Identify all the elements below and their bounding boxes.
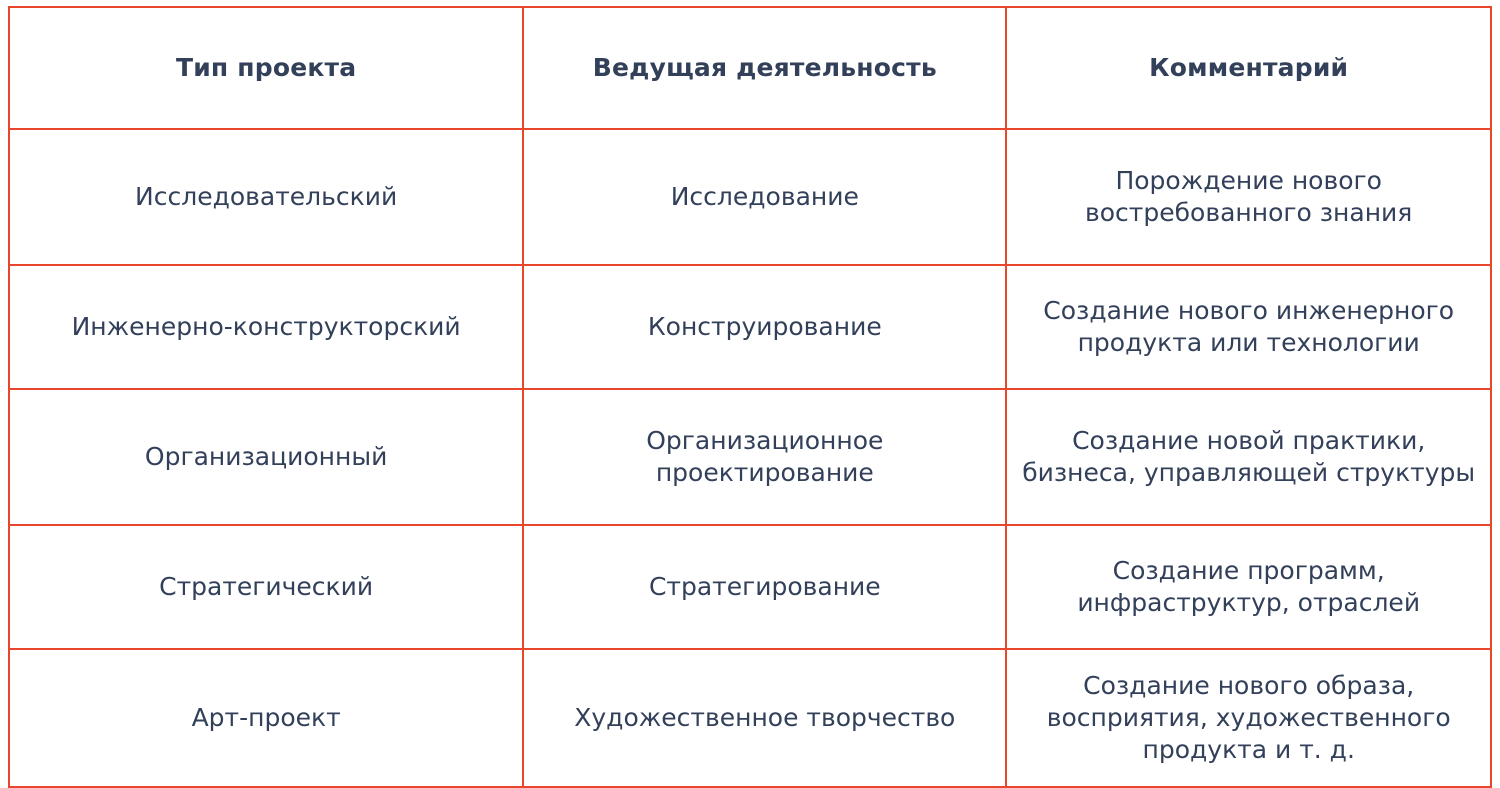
cell-comment bbox=[1006, 649, 1491, 787]
table-row bbox=[9, 265, 1491, 389]
table-header-row bbox=[9, 7, 1491, 129]
table-row bbox=[9, 389, 1491, 525]
cell-text: Создание новой практики, бизнеса, управляющей структуры bbox=[1022, 426, 1476, 487]
cell-text: Организационное проектирование bbox=[646, 426, 884, 487]
table-header bbox=[9, 7, 1491, 129]
cell-leading-activity bbox=[523, 265, 1006, 389]
cell-text: Исследование bbox=[670, 182, 859, 211]
project-types-table bbox=[8, 6, 1492, 788]
cell-comment bbox=[1006, 129, 1491, 265]
cell-comment bbox=[1006, 389, 1491, 525]
cell-text: Создание нового образа, восприятия, художественного продукта и т. д. bbox=[1046, 671, 1451, 764]
table-row bbox=[9, 525, 1491, 649]
cell-text: Создание программ, инфраструктур, отраслей bbox=[1077, 556, 1421, 617]
cell-text: Конструирование bbox=[647, 312, 882, 341]
cell-leading-activity bbox=[523, 649, 1006, 787]
table-row bbox=[9, 649, 1491, 787]
cell-text: Создание нового инженерного продукта или технологии bbox=[1043, 296, 1455, 357]
cell-comment bbox=[1006, 265, 1491, 389]
table-body bbox=[9, 129, 1491, 787]
cell-project-type bbox=[9, 129, 523, 265]
column-header-project-type: Тип проекта bbox=[9, 7, 523, 129]
cell-text: Арт-проект bbox=[191, 703, 341, 732]
cell-project-type bbox=[9, 265, 523, 389]
cell-text: Художественное творчество bbox=[574, 703, 956, 732]
column-header-comment: Комментарий bbox=[1006, 7, 1491, 129]
cell-leading-activity bbox=[523, 525, 1006, 649]
cell-leading-activity bbox=[523, 389, 1006, 525]
cell-text: Стратегирование bbox=[648, 572, 881, 601]
cell-project-type bbox=[9, 389, 523, 525]
cell-text: Организационный bbox=[144, 442, 388, 471]
table-row bbox=[9, 129, 1491, 265]
column-header-leading-activity: Ведущая деятельность bbox=[523, 7, 1006, 129]
cell-text: Порождение нового востребованного знания bbox=[1085, 166, 1413, 227]
cell-text: Инженерно-конструкторский bbox=[71, 312, 461, 341]
cell-text: Стратегический bbox=[159, 572, 374, 601]
cell-project-type bbox=[9, 649, 523, 787]
cell-comment bbox=[1006, 525, 1491, 649]
cell-project-type bbox=[9, 525, 523, 649]
cell-leading-activity bbox=[523, 129, 1006, 265]
cell-text: Исследовательский bbox=[135, 182, 398, 211]
